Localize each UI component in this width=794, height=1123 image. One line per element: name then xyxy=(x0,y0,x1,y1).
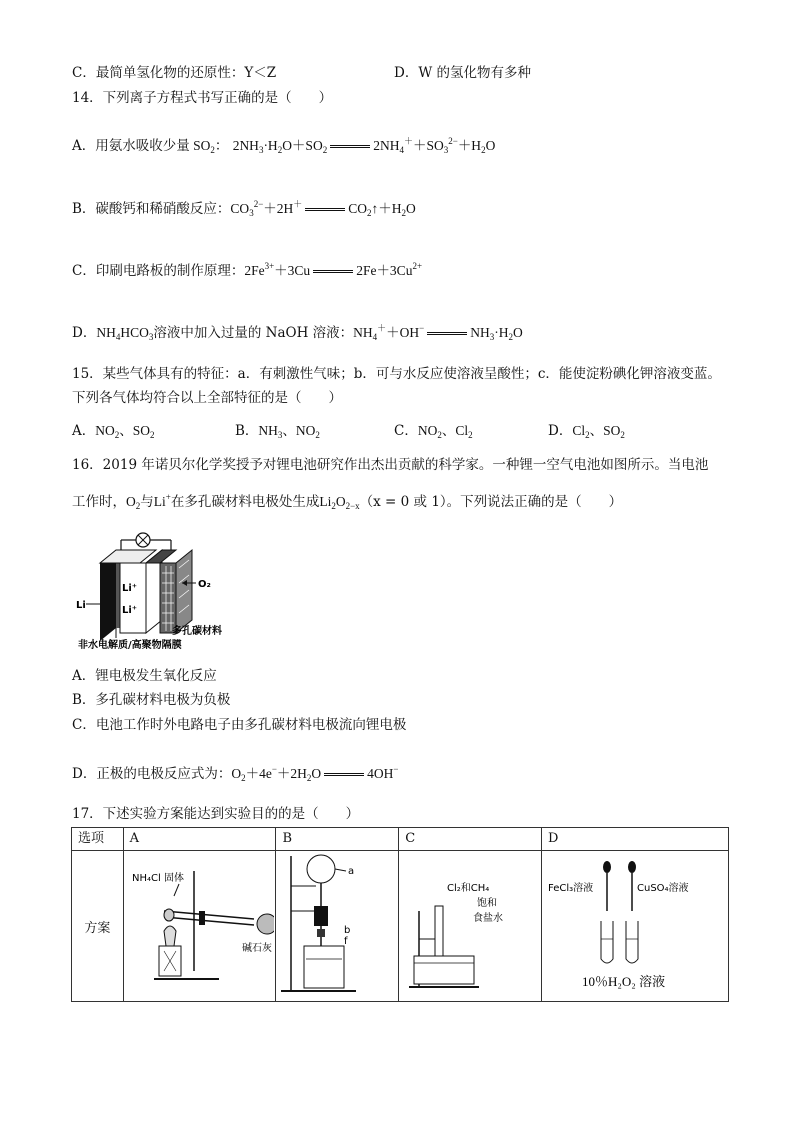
li-ion-label-1: Li⁺ xyxy=(122,583,138,594)
q15-option-c: C．$NO_2$、$Cl_2$ xyxy=(394,423,473,440)
svg-text:a: a xyxy=(348,866,355,877)
scheme-b-figure xyxy=(276,851,396,997)
row-label: 方案 xyxy=(72,851,124,1002)
svg-text:饱和: 饱和 xyxy=(477,898,498,909)
q13-option-c: C．最简单氢化物的还原性：Y＜Z xyxy=(72,65,277,81)
header-d: D xyxy=(542,828,729,851)
svg-text:b: b xyxy=(344,925,351,936)
q16-option-b: B．多孔碳材料电极为负极 xyxy=(72,692,231,708)
header-a: A xyxy=(123,828,276,851)
q17-experiment-table xyxy=(71,827,729,1002)
svg-text:FeCl₃溶液: FeCl₃溶液 xyxy=(548,883,594,894)
svg-text:食盐水: 食盐水 xyxy=(473,913,504,924)
scheme-c-figure xyxy=(399,851,539,997)
svg-text:CuSO₄溶液: CuSO₄溶液 xyxy=(637,883,689,894)
scheme-d-figure xyxy=(542,851,728,997)
svg-text:10％H₂O₂ 溶液: 10％H₂O₂ 溶液 xyxy=(582,974,666,989)
li-ion-label-2: Li⁺ xyxy=(122,605,138,616)
q16-stem-2: 工作时，$O_2$与Li+在多孔碳材料电极处生成$Li_2O_{2-x}(x = 0$ 或 1）。下列说法正确的是（ ） xyxy=(72,492,623,511)
membrane-label: 非水电解质/高聚物隔膜 xyxy=(78,640,182,651)
scheme-b xyxy=(276,851,399,1002)
scheme-d xyxy=(542,851,729,1002)
q16-option-a: A．锂电极发生氧化反应 xyxy=(72,668,217,684)
scheme-a-figure xyxy=(124,851,274,997)
svg-text:NH₄Cl 固体: NH₄Cl 固体 xyxy=(131,873,184,884)
q13-option-d: D．W 的氢化物有多种 xyxy=(394,65,531,81)
li-label: Li xyxy=(76,600,86,611)
q14-stem: 14．下列离子方程式书写正确的是（ ） xyxy=(72,90,333,106)
lithium-air-battery-figure xyxy=(76,528,236,653)
o2-label: O₂ xyxy=(198,579,211,590)
q15-option-b: B．$NH_3$、$NO_2$ xyxy=(235,423,320,440)
q14-option-b: B．碳酸钙和稀硝酸反应：$CO_3^{2-}+2H^+$ $CO_2↑+H_2O$ xyxy=(72,199,416,218)
q14-option-a: A．用氨水吸收少量 $SO_2$： $2NH_3\cdot H_2O+SO_2$ $2NH_4^++SO_3^{2-}+H_2O$ xyxy=(72,136,496,155)
q16-option-d: D．正极的电极反应式为：$O_2+4e^-+2H_2O$ 4OH− xyxy=(72,764,399,783)
scheme-c xyxy=(399,851,542,1002)
scheme-a xyxy=(123,851,276,1002)
q16-option-c: C．电池工作时外电路电子由多孔碳材料电极流向锂电极 xyxy=(72,717,407,733)
header-c: C xyxy=(399,828,542,851)
lithium-electrode xyxy=(100,550,116,641)
q17-stem: 17．下述实验方案能达到实验目的的是（ ） xyxy=(72,806,360,822)
q15-stem-2: 下列各气体均符合以上全部特征的是（ ） xyxy=(72,390,342,406)
q15-option-a: A．$NO_2$、$SO_2$ xyxy=(72,423,155,440)
header-b: B xyxy=(276,828,399,851)
q14-option-c: C．印刷电路板的制作原理：$2Fe^{3+}+3Cu$ $2Fe+3Cu^{2+}$ xyxy=(72,261,423,279)
q16-stem-1: 16．2019 年诺贝尔化学奖授予对锂电池研究作出杰出贡献的科学家。一种锂一空气电池如图所示。当电池 xyxy=(72,457,709,473)
q14-option-d: D．$NH_4HCO_3$溶液中加入过量的 NaOH 溶液：$NH_4^++OH^-$ $NH_3\cdot H_2O$ xyxy=(72,323,523,342)
q15-stem-1: 15．某些气体具有的特征：a．有刺激性气味；b．可与水反应使溶液呈酸性；c．能使淀粉碘化钾溶液变蓝。 xyxy=(72,366,721,382)
porous-carbon-label: 多孔碳材料 xyxy=(172,626,222,637)
svg-text:f: f xyxy=(344,936,348,947)
header-option: 选项 xyxy=(72,828,124,851)
svg-text:Cl₂和CH₄: Cl₂和CH₄ xyxy=(447,883,490,894)
svg-text:碱石灰: 碱石灰 xyxy=(241,943,272,954)
q15-option-d: D．$Cl_2$、$SO_2$ xyxy=(548,423,625,440)
